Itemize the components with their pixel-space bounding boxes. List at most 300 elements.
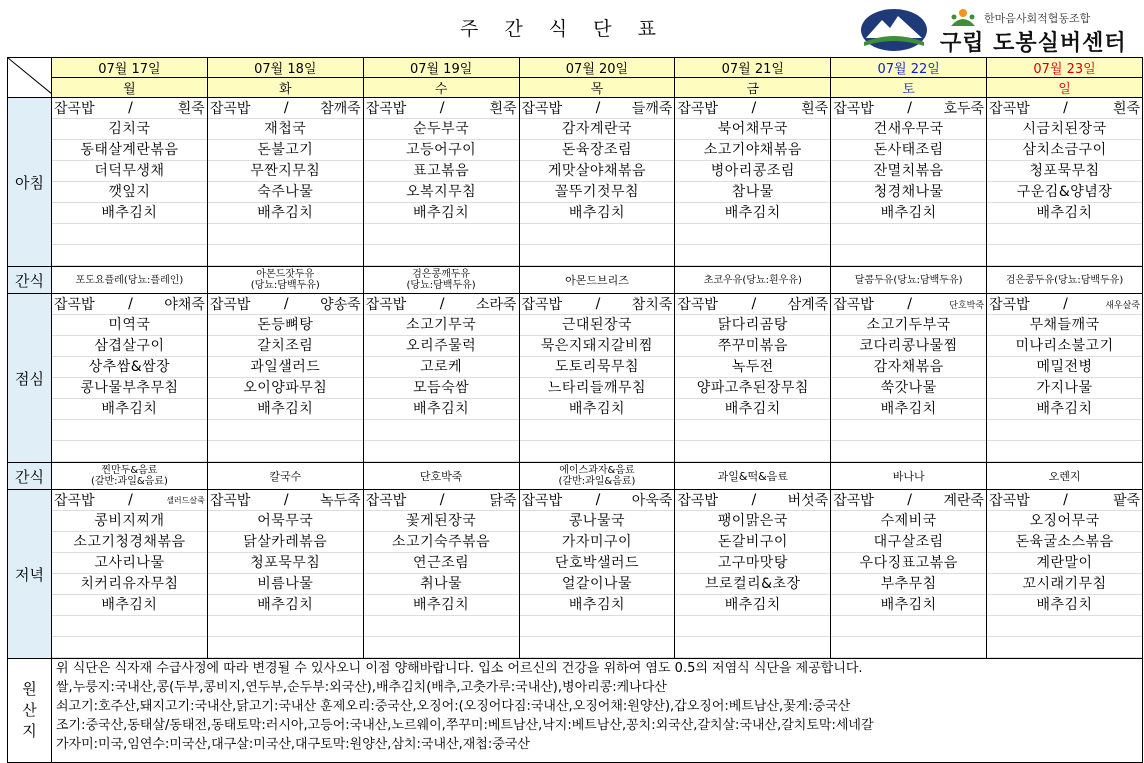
dish-item: 삼겹살구이 [52,336,207,357]
slash: / [907,296,912,312]
porridge-name: 계란죽 [943,493,985,509]
porridge-name: 들깨죽 [631,101,673,117]
slash: / [595,492,601,508]
people-icon [948,8,978,26]
breakfast-row [8,98,1143,267]
dish-item: 무채들깨국 [987,315,1142,336]
dish-item: 단호박샐러드 [520,553,675,574]
porridge-name: 참깨죽 [320,101,361,117]
dinner-cell [519,490,675,659]
dish-item: 갈치조림 [208,336,363,357]
dish-item: 취나물 [364,574,519,595]
dish-item: 배추김치 [675,595,830,616]
dish-item: 고사리나물 [52,553,207,574]
dish-item: 비름나물 [208,574,363,595]
dish-blank [52,637,207,658]
dish-blank [987,616,1142,637]
porridge-name: 녹두죽 [320,493,361,509]
snack-line: 칼국수 [269,469,302,483]
rice-line [52,98,207,119]
dish-blank [675,637,830,658]
dish-item: 돈육장조림 [520,140,675,161]
rice-line [364,294,519,315]
breakfast-cell [987,98,1143,267]
lunch-cell [831,294,987,463]
slash: / [283,296,289,312]
snack-item [519,267,675,294]
porridge-name: 양송죽 [320,297,361,313]
dish-item: 돈육굴소스볶음 [987,532,1142,553]
dish-item: 배추김치 [987,203,1142,224]
dish-blank [364,441,519,462]
day-weekday: 금 [675,78,831,98]
org-name: 한마음사회적협동조합 [984,12,1091,25]
dish-blank [520,616,675,637]
dish-blank [364,224,519,245]
rice-line [364,98,519,119]
breakfast-label: 아침 [8,98,52,267]
breakfast-cell [675,98,831,267]
page-title: 주 간 식 단 표 [460,18,666,40]
dish-blank [52,441,207,462]
note-line: 가자미:미국,임연수:미국산,대구살:미국산,대구토막:원양산,삼치:국내산,재첩:중국산 [56,737,530,752]
dish-item: 김치국 [52,119,207,140]
slash: / [439,100,445,116]
snack-item [207,463,363,490]
dish-blank [520,245,675,266]
dish-item: 가지나물 [987,378,1142,399]
dish-item: 시금치된장국 [987,119,1142,140]
note-line: 위 식단은 식자재 수급사정에 따라 변경될 수 있사오니 이점 양해바랍니다. 입소 어르신의 건강을 위하여 염도 0.5의 저염식 식단을 제공합니다. [56,661,863,676]
dish-blank [208,420,363,441]
dish-item: 근대된장국 [520,315,675,336]
dish-blank [52,224,207,245]
dish-item: 오리주물럭 [364,336,519,357]
dish-blank [208,441,363,462]
header [0,0,1144,56]
dish-item: 미역국 [52,315,207,336]
porridge-name: 소라죽 [475,297,517,313]
dish-blank [208,616,363,637]
weekly-menu-table [7,57,1143,763]
rice-line [52,490,207,511]
dish-item: 배추김치 [364,595,519,616]
dish-item: 우다징표고볶음 [831,553,986,574]
slash: / [751,100,757,116]
slash: / [1063,296,1068,312]
rice-name: 잡곡밥 [677,101,718,117]
rice-name: 잡곡밥 [54,493,95,509]
dish-item: 배추김치 [520,399,675,420]
snack-item [831,463,987,490]
snack-line: 검은콩두유(당뇨:담백두유) [1005,274,1124,286]
snack-line: 과일&떡&음료 [717,469,788,483]
dish-blank [987,637,1142,658]
dish-blank [987,245,1142,266]
porridge-name: 팥죽 [1112,493,1140,509]
dish-item: 가자미구이 [520,532,675,553]
dish-blank [675,245,830,266]
porridge-name: 닭죽 [489,493,517,509]
rice-line [208,490,363,511]
breakfast-cell [519,98,675,267]
lunch-cell [675,294,831,463]
dish-blank [208,245,363,266]
dish-item: 감자계란국 [520,119,675,140]
rice-name: 잡곡밥 [833,297,874,313]
dish-blank [675,420,830,441]
dish-item: 소고기야채볶음 [675,140,830,161]
dish-item: 표고볶음 [364,161,519,182]
dish-item: 미나리소불고기 [987,336,1142,357]
dish-item: 연근조림 [364,553,519,574]
dish-blank [364,245,519,266]
rice-name: 잡곡밥 [521,101,563,117]
snack-pm-label: 간식 [8,463,52,490]
rice-line [364,490,519,511]
slash: / [907,100,912,116]
dish-item: 배추김치 [987,595,1142,616]
dish-blank [208,224,363,245]
dish-item: 소고기숙주볶음 [364,532,519,553]
lunch-label: 점심 [8,294,52,463]
origin-label-char: 지 [22,722,37,740]
dish-item: 느타리들깨무침 [520,378,675,399]
diagonal-divider [8,58,52,94]
dish-blank [52,616,207,637]
dish-item: 구운김&양념장 [987,182,1142,203]
note-line: 조기:중국산,동태살/동태전,동태토막:러시아,고등어:국내산,노르웨이,쭈꾸미:베트남산,낙지:베트남산,꽁치:외국산,갈치살:국내산,갈치토막:세네갈 [56,718,874,733]
center-name: 구립 도봉실버센터 [940,31,1127,56]
dish-item: 꽃게된장국 [364,511,519,532]
rice-name: 잡곡밥 [989,493,1030,509]
porridge-name: 삼계죽 [787,297,829,313]
dinner-row [8,490,1143,659]
day-date: 07월 20일 [519,58,675,78]
dish-item: 돈등뼈탕 [208,315,363,336]
snack-item [52,267,208,294]
porridge-name: 새우살죽 [1105,300,1140,311]
rice-name: 잡곡밥 [521,297,563,313]
porridge-name: 샐러드살죽 [166,495,205,505]
rice-name: 잡곡밥 [54,101,95,117]
rice-line [520,294,675,315]
dish-item: 양파고추된장무침 [675,378,830,399]
dish-item: 돈불고기 [208,140,363,161]
snack-item [363,267,519,294]
dish-item: 숙주나물 [208,182,363,203]
day-weekday: 일 [987,78,1143,98]
origin-notes [52,659,1143,763]
dish-blank [987,224,1142,245]
snack-line: (당뇨:담백두유) [406,280,476,291]
dish-blank [52,420,207,441]
porridge-name: 아욱죽 [631,493,673,509]
note-line: 쇠고기:호주산,돼지고기:국내산,닭고기:국내산 훈제오리:중국산,오징어:(오징어다짐:국내산,오징어채:원양산),갑오징어:베트남산,꽃게:중국산 [56,699,851,714]
dish-item: 청포묵무침 [208,553,363,574]
rice-line [520,490,675,511]
dish-blank [364,637,519,658]
porridge-name: 흰죽 [177,101,205,117]
snack-item [363,463,519,490]
snack-item [987,267,1143,294]
dish-item: 배추김치 [208,203,363,224]
dish-item: 오복지무침 [364,182,519,203]
dinner-cell [363,490,519,659]
snack-line: (당뇨:담백두유) [250,280,320,291]
dish-item: 얼갈이나물 [520,574,675,595]
snack-line: 단호박죽 [419,469,463,483]
snack-line: 초코우유(당뇨:흰우유) [703,274,802,286]
slash: / [1063,492,1068,508]
dish-item: 병아리콩조림 [675,161,830,182]
rice-name: 잡곡밥 [209,493,251,509]
dish-item: 감자채볶음 [831,357,986,378]
dish-item: 순두부국 [364,119,519,140]
snack-pm-row [8,463,1143,490]
rice-line [208,98,363,119]
corner-cell [8,58,52,98]
day-date: 07월 22일 [831,58,987,78]
snack-item [675,267,831,294]
rice-name: 잡곡밥 [209,297,251,313]
snack-line: 아몬드브리즈 [565,273,629,287]
dish-blank [520,420,675,441]
snack-line: 달콤두유(당뇨:담백두유) [854,274,963,286]
porridge-name: 호두죽 [943,101,985,117]
day-weekday: 수 [363,78,519,98]
porridge-name: 야채죽 [164,297,205,313]
breakfast-cell [207,98,363,267]
snack-line: 포도요플레(당뇨:플레인) [75,274,184,286]
dish-blank [520,441,675,462]
dish-item: 청경채나물 [831,182,986,203]
slash: / [595,100,601,116]
dish-item: 콩나물부추무침 [52,378,207,399]
dinner-cell [52,490,208,659]
dish-item: 닭살카레볶음 [208,532,363,553]
rice-name: 잡곡밥 [677,493,718,509]
origin-row [8,659,1143,763]
note-line: 쌀,누룽지:국내산,콩(두부,콩비지,연두부,순두부:외국산),배추김치(배추,고춧가루:국내산),병아리콩:케나다산 [56,680,667,695]
snack-item [52,463,208,490]
dish-item: 꼬시래기무침 [987,574,1142,595]
dish-item: 배추김치 [675,399,830,420]
dish-blank [520,637,675,658]
dish-item: 묵은지돼지갈비찜 [520,336,675,357]
dish-item: 배추김치 [364,399,519,420]
dish-item: 어묵무국 [208,511,363,532]
slash: / [595,296,601,312]
rice-name: 잡곡밥 [833,101,874,117]
dish-blank [831,245,986,266]
day-weekday: 토 [831,78,987,98]
day-weekday: 목 [519,78,675,98]
rice-line [831,98,986,119]
dish-item: 무짠지무침 [208,161,363,182]
snack-item [207,267,363,294]
rice-name: 잡곡밥 [989,101,1030,117]
dish-item: 배추김치 [831,595,986,616]
snack-item [519,463,675,490]
rice-name: 잡곡밥 [989,297,1030,313]
snack-am-row [8,267,1143,294]
day-weekday: 월 [52,78,208,98]
dish-blank [831,637,986,658]
mountain-logo-icon [860,8,928,52]
dish-item: 배추김치 [520,203,675,224]
dish-item: 배추김치 [987,399,1142,420]
rice-line [987,490,1142,511]
day-date: 07월 21일 [675,58,831,78]
dish-item: 고구마맛탕 [675,553,830,574]
dish-blank [364,616,519,637]
breakfast-cell [831,98,987,267]
dish-blank [675,224,830,245]
dish-item: 치커리유자무침 [52,574,207,595]
dish-item: 깻잎지 [52,182,207,203]
dish-item: 북어채무국 [675,119,830,140]
dish-blank [208,637,363,658]
dish-item: 과일샐러드 [208,357,363,378]
snack-line: 에이스과자&음료 [559,465,635,476]
dish-blank [831,441,986,462]
dish-item: 콩나물국 [520,511,675,532]
porridge-name: 흰죽 [1112,101,1140,117]
dish-item: 배추김치 [675,203,830,224]
rice-line [831,490,986,511]
snack-line: 찐만두&음료 [101,465,158,476]
slash: / [283,100,289,116]
dish-item: 녹두전 [675,357,830,378]
dish-item: 배추김치 [364,203,519,224]
rice-name: 잡곡밥 [521,493,563,509]
snack-line: 검은콩깨두유 [412,269,471,280]
rice-line [987,294,1142,315]
slash: / [907,492,912,508]
dish-item: 참나물 [675,182,830,203]
rice-line [831,294,986,315]
dish-item: 배추김치 [52,399,207,420]
snack-am-label: 간식 [8,267,52,294]
rice-line [675,294,830,315]
slash: / [751,296,757,312]
dish-item: 팽이맑은국 [675,511,830,532]
dinner-cell [675,490,831,659]
snack-item [675,463,831,490]
rice-line [675,98,830,119]
porridge-name: 참치죽 [631,297,673,313]
dish-item: 배추김치 [831,203,986,224]
rice-name: 잡곡밥 [54,297,95,313]
slash: / [128,492,133,508]
slash: / [751,492,757,508]
dish-blank [831,224,986,245]
lunch-cell [519,294,675,463]
snack-item [831,267,987,294]
porridge-name: 흰죽 [489,101,517,117]
slash: / [1063,100,1068,116]
rice-line [208,294,363,315]
dish-item: 메밀전병 [987,357,1142,378]
dish-item: 더덕무생채 [52,161,207,182]
rice-line [520,98,675,119]
rice-name: 잡곡밥 [209,101,251,117]
origin-label-char: 산 [22,701,37,719]
dish-item: 소고기두부국 [831,315,986,336]
dish-blank [831,616,986,637]
dinner-cell [831,490,987,659]
dish-item: 배추김치 [52,595,207,616]
lunch-cell [987,294,1143,463]
date-row [8,58,1143,78]
dish-item: 소고기청경채볶음 [52,532,207,553]
dish-item: 콩비지찌개 [52,511,207,532]
dish-blank [831,420,986,441]
dish-item: 돈갈비구이 [675,532,830,553]
dish-item: 상추쌈&쌈장 [52,357,207,378]
dish-item: 배추김치 [831,399,986,420]
porridge-name: 단호박죽 [949,300,985,311]
lunch-row [8,294,1143,463]
dish-item: 부추무침 [831,574,986,595]
dish-item: 코다리콩나물찜 [831,336,986,357]
dish-item: 쑥갓나물 [831,378,986,399]
snack-line: (갈반:과일&음료) [558,476,636,487]
lunch-cell [207,294,363,463]
dish-item: 모듬숙쌈 [364,378,519,399]
slash: / [439,492,445,508]
origin-label-char: 원 [22,680,37,698]
rice-name: 잡곡밥 [833,493,874,509]
dish-item: 동태살계란볶음 [52,140,207,161]
dish-item: 게맛살야채볶음 [520,161,675,182]
dish-item: 배추김치 [208,399,363,420]
dish-blank [364,420,519,441]
rice-line [675,490,830,511]
dish-item: 수제비국 [831,511,986,532]
dish-item: 오징어무국 [987,511,1142,532]
lunch-cell [52,294,208,463]
dish-item: 계란말이 [987,553,1142,574]
dish-item: 소고기무국 [364,315,519,336]
porridge-name: 버섯죽 [787,493,829,509]
snack-item [987,463,1143,490]
dish-item: 건새우무국 [831,119,986,140]
dish-blank [987,420,1142,441]
dish-item: 고등어구이 [364,140,519,161]
dish-item: 삼치소금구이 [987,140,1142,161]
dish-item: 도토리묵무침 [520,357,675,378]
day-date: 07월 19일 [363,58,519,78]
weekday-row [8,78,1143,98]
rice-line [52,294,207,315]
dish-blank [52,245,207,266]
dish-item: 쭈꾸미볶음 [675,336,830,357]
dinner-label: 저녁 [8,490,52,659]
rice-name: 잡곡밥 [677,297,718,313]
dish-item: 배추김치 [520,595,675,616]
slash: / [283,492,289,508]
dish-item: 잔멸치볶음 [831,161,986,182]
day-weekday: 화 [207,78,363,98]
rice-name: 잡곡밥 [365,101,407,117]
breakfast-cell [363,98,519,267]
day-date: 07월 23일 [987,58,1143,78]
day-date: 07월 18일 [207,58,363,78]
dish-blank [520,224,675,245]
snack-line: 오렌지 [1048,469,1081,483]
